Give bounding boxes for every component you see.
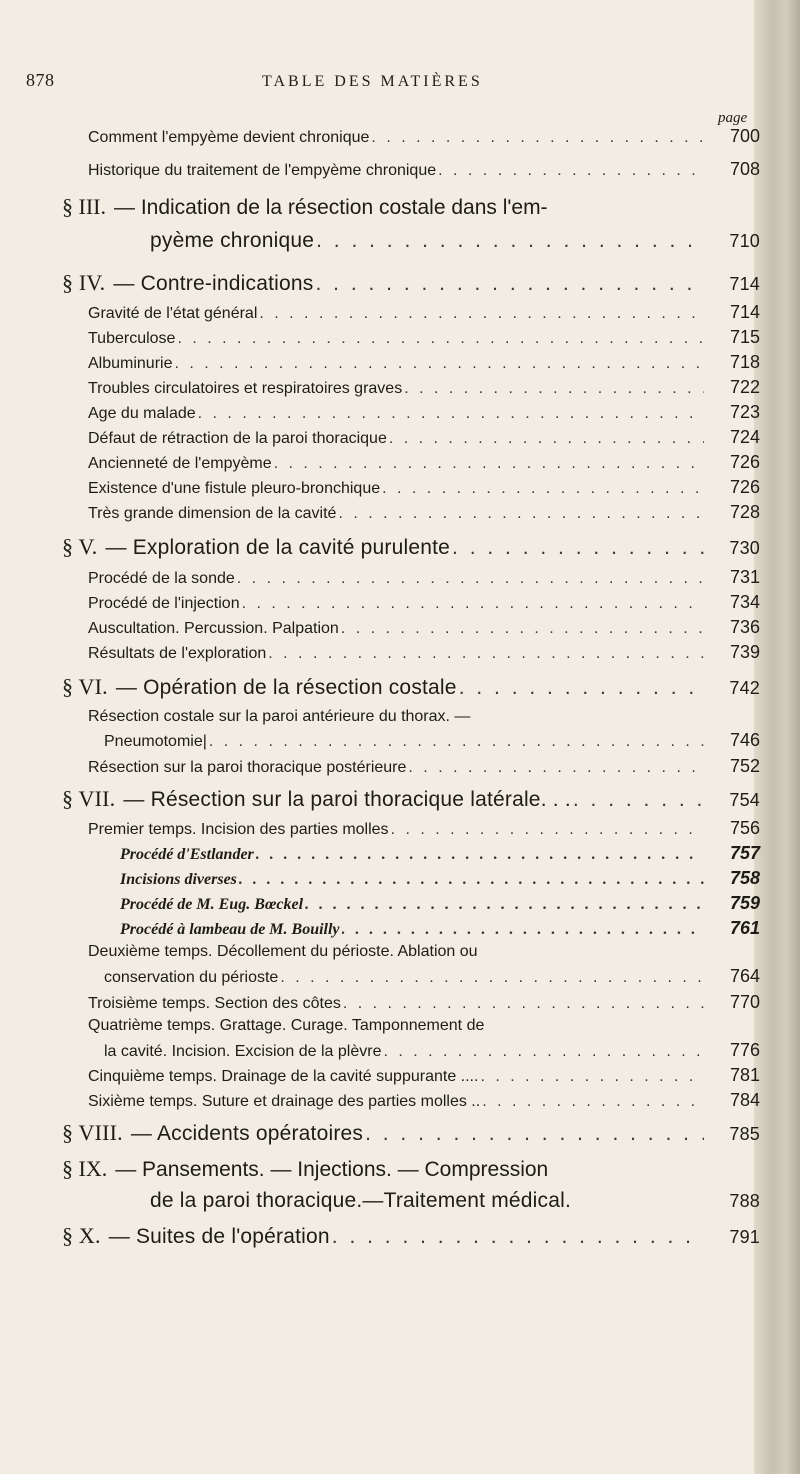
toc-entry: Troisième temps. Section des côtes . . . 770 (88, 992, 760, 1013)
toc-section: pyème chronique . . . 710 (150, 229, 760, 253)
toc-entry: Existence d'une fistule pleuro-bronchique . . . 726 (88, 477, 760, 498)
toc-entry: Résultats de l'exploration . . . 739 (88, 642, 760, 663)
toc-entry: Sixième temps. Suture et drainage des parties molles .. . . . 784 (88, 1090, 760, 1111)
toc-entry: la cavité. Incision. Excision de la plèvre . . . 776 (104, 1040, 760, 1061)
toc-entry: Procédé de la sonde . . . 731 (88, 567, 760, 588)
page-number: 878 (26, 70, 55, 90)
toc-entry: Procédé de l'injection . . . 734 (88, 592, 760, 613)
toc-entry-line1: Quatrième temps. Grattage. Curage. Tamponnement de (88, 1017, 485, 1034)
page-column-label: page (718, 110, 748, 126)
toc-section: § VII. — Résection sur la paroi thoracique latérale. . . . . . 754 (62, 786, 760, 812)
toc-entry-italic: Incisions diverses . . . 758 (120, 868, 760, 889)
toc-entry: Comment l'empyème devient chronique . . . 700 (88, 126, 760, 147)
toc-entry-italic: Procédé à lambeau de M. Bouilly . . . 761 (120, 918, 760, 939)
toc-section: § VI. — Opération de la résection costale . . . 742 (62, 674, 760, 700)
toc-entry: Très grande dimension de la cavité . . . 728 (88, 502, 760, 523)
toc-entry: Albuminurie . . . 718 (88, 352, 760, 373)
toc-section-heading: § III. — Indication de la résection costale dans l'em- (62, 194, 548, 219)
toc-entry-italic: Procédé de M. Eug. Bœckel . . . 759 (120, 893, 760, 914)
toc-entry-italic: Procédé d'Estlander . . . 757 (120, 843, 760, 864)
toc-entry: Ancienneté de l'empyème . . . 726 (88, 452, 760, 473)
toc-entry-line1: Deuxième temps. Décollement du périoste. Ablation ou (88, 943, 478, 960)
toc-section: § VIII. — Accidents opératoires . . . 785 (62, 1120, 760, 1146)
toc-section-heading: § IX. — Pansements. — Injections. — Compression (62, 1156, 549, 1181)
toc-entry: Gravité de l'état général . . . 714 (88, 302, 760, 323)
page-edge-shadow (754, 0, 800, 1474)
toc-entry: Historique du traitement de l'empyème chronique . . . 708 (88, 159, 760, 180)
toc-section: § X. — Suites de l'opération . . . 791 (62, 1223, 760, 1249)
toc-entry: Premier temps. Incision des parties molles . . . 756 (88, 818, 760, 839)
toc-entry: Cinquième temps. Drainage de la cavité suppurante .... . . . 781 (88, 1065, 760, 1086)
toc-section: § IV. — Contre-indications . . . 714 (62, 270, 760, 296)
toc-section: de la paroi thoracique.—Traitement médical. 788 (150, 1189, 760, 1212)
running-title: TABLE DES MATIÈRES (262, 73, 483, 90)
toc-entry: Age du malade . . . 723 (88, 402, 760, 423)
toc-entry: Résection sur la paroi thoracique postérieure . . . 752 (88, 756, 760, 777)
toc-entry: Pneumotomie| . . . 746 (104, 730, 760, 751)
toc-section: § V. — Exploration de la cavité purulente . . . 730 (62, 534, 760, 560)
toc-entry: Auscultation. Percussion. Palpation . . . 736 (88, 617, 760, 638)
toc-entry: Troubles circulatoires et respiratoires graves . . . 722 (88, 377, 760, 398)
toc-entry: Tuberculose . . . 715 (88, 327, 760, 348)
toc-entry: Défaut de rétraction de la paroi thoracique . . . 724 (88, 427, 760, 448)
toc-entry-line1: Résection costale sur la paroi antérieure du thorax. — (88, 708, 471, 725)
toc-entry: conservation du périoste . . . 764 (104, 966, 760, 987)
